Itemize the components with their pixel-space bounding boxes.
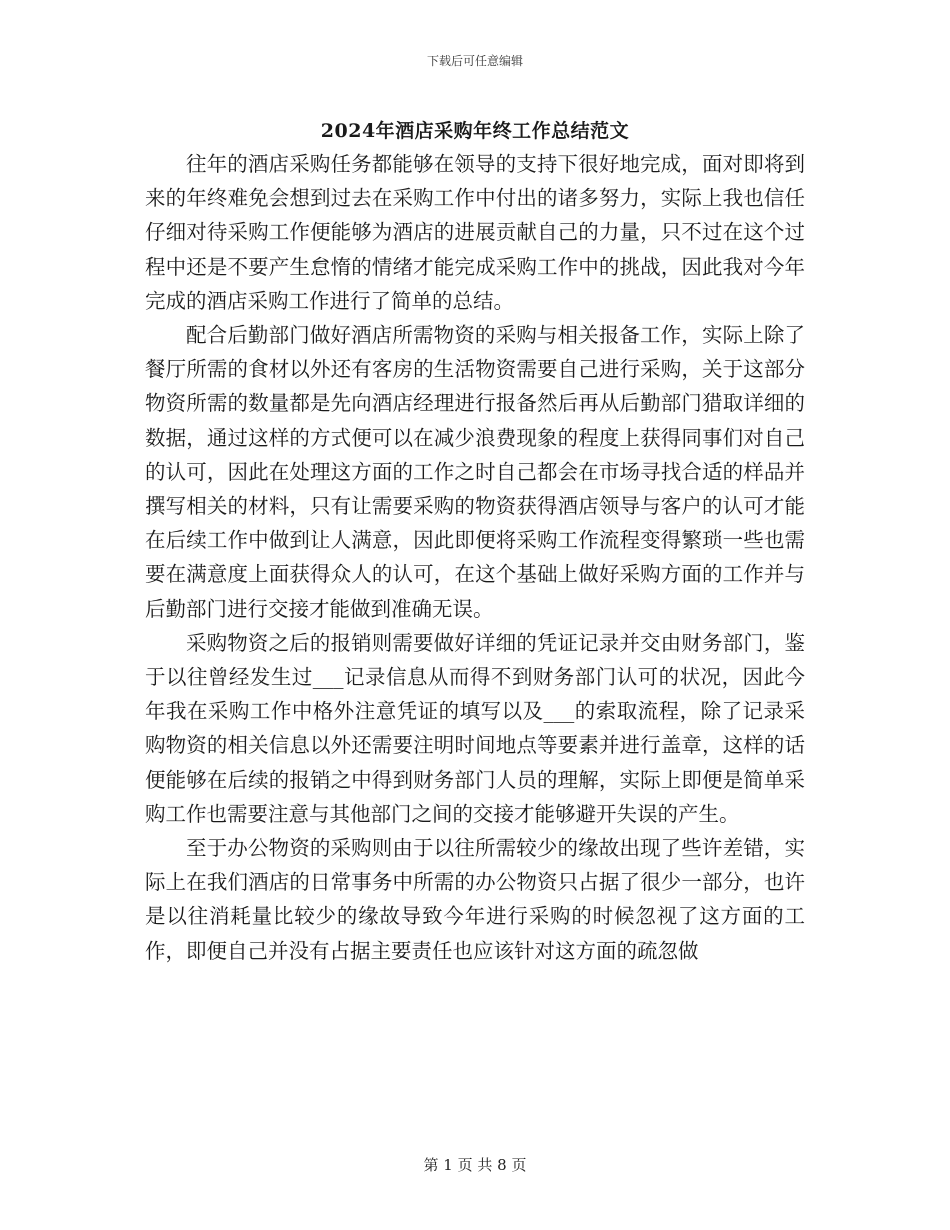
document-title: 2024年酒店采购年终工作总结范文 — [320, 120, 630, 142]
page-number: 第 1 页 共 8 页 — [423, 1156, 527, 1174]
page-header-note: 下载后可任意编辑 — [426, 54, 523, 68]
paragraph-3: 采购物资之后的报销则需要做好详细的凭证记录并交由财务部门，鉴于以往曾经发生过___记录信息从而得不到财务部门认可的状况，因此今年我在采购工作中格外注意凭证的填写以及___的索取流程，除了记录采购物资的相关信息以外还需要注明时间地点等要素并进行盖章，这样的话便能够在后续的报销之中得到财务部门人员的理解，实际上即便是简单采购工作也需要注意与其他部门之间的交接才能够避开失误的产生。 — [145, 630, 805, 826]
paragraph-1: 往年的酒店采购任务都能够在领导的支持下很好地完成，面对即将到来的年终难免会想到过去在采购工作中付出的诸多努力，实际上我也信任仔细对待采购工作便能够为酒店的进展贡献自己的力量，只不过在这个过程中还是不要产生怠惰的情绪才能完成采购工作中的挑战，因此我对今年完成的酒店采购工作进行了简单的总结。 — [145, 152, 805, 313]
document-body — [145, 147, 805, 968]
paragraph-4: 至于办公物资的采购则由于以往所需较少的缘故出现了些许差错，实际上在我们酒店的日常事务中所需的办公物资只占据了很少一部分，也许是以往消耗量比较少的缘故导致今年进行采购的时候忽视了这方面的工作，即便自己并没有占据主要责任也应该针对这方面的疏忽做 — [145, 836, 805, 963]
paragraph-2: 配合后勤部门做好酒店所需物资的采购与相关报备工作，实际上除了餐厅所需的食材以外还有客房的生活物资需要自己进行采购，关于这部分物资所需的数量都是先向酒店经理进行报备然后再从后勤部门猎取详细的数据，通过这样的方式便可以在减少浪费现象的程度上获得同事们对自己的认可，因此在处理这方面的工作之时自己都会在市场寻找合适的样品并撰写相关的材料，只有让需要采购的物资获得酒店领导与客户的认可才能在后续工作中做到让人满意，因此即便将采购工作流程变得繁琐一些也需要在满意度上面获得众人的认可，在这个基础上做好采购方面的工作并与后勤部门进行交接才能做到准确无误。 — [145, 323, 805, 621]
